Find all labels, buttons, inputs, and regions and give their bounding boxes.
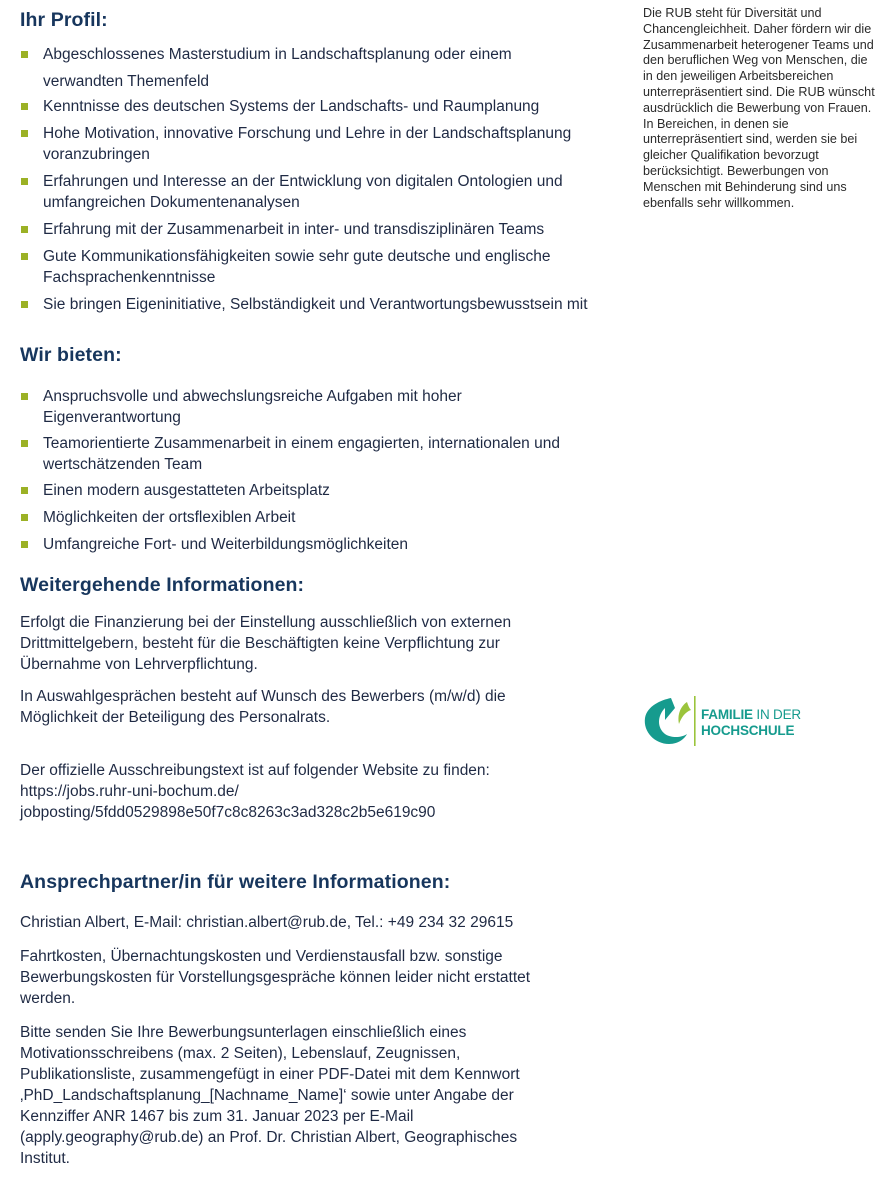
- list-item: Einen modern ausgestatteten Arbeitsplatz: [20, 480, 595, 501]
- bullet-icon: [21, 103, 28, 110]
- list-item: Gute Kommunikationsfähigkeiten sowie sehr gute deutsche und englische Fachsprachenkenntnisse: [20, 246, 595, 288]
- sidebar: [643, 6, 875, 211]
- list-item: Kenntnisse des deutschen Systems der Landschafts- und Raumplanung: [20, 96, 595, 117]
- official-text: Der offizielle Ausschreibungstext ist auf folgender Website zu finden: https://jobs.ruhr-uni-bochum.de/ jobposting/5fdd0529898e50f7c8c8263c3ad328c2b5e619c90: [20, 762, 490, 821]
- bullet-icon: [21, 130, 28, 137]
- list-item: Teamorientierte Zusammenarbeit in einem engagierten, internationalen und wertschätzenden Team: [20, 433, 595, 475]
- travel-costs-text: Fahrtkosten, Übernachtungskosten und Verdienstausfall bzw. sonstige Bewerbungskosten für Vorstellungsgespräche können leider nicht erstattet werden.: [20, 948, 531, 1007]
- application-text: Bitte senden Sie Ihre Bewerbungsunterlagen einschließlich eines Motivationsschreibens (max. 2 Seiten), Lebenslauf, Zeugnissen, Publikationsliste, zusammengefügt in einer PDF-Datei mit dem Kennwort ‚PhD_Landschaftsplanung_[Nachname_Name]‘ sowie unter Angabe der Kennziffer ANR 1467 bis zum 31. Januar 2023 per E-Mail (apply.geography@rub.de) an Prof. Dr. Christian Albert, Geographisches Institut.: [20, 1024, 520, 1167]
- list-item: Möglichkeiten der ortsflexiblen Arbeit: [20, 507, 595, 528]
- contact-section: [20, 869, 595, 1169]
- profile-section: [20, 7, 595, 315]
- bullet-icon: [21, 226, 28, 233]
- staff-council-text: In Auswahlgesprächen besteht auf Wunsch des Bewerbers (m/w/d) die Möglichkeit der Beteiligung des Personalrats.: [20, 688, 506, 726]
- bullet-icon: [21, 440, 28, 447]
- bullet-icon: [21, 393, 28, 400]
- contact-heading: Ansprechpartner/in für weitere Informationen:: [20, 871, 451, 893]
- info-heading: Weitergehende Informationen:: [20, 574, 305, 596]
- bullet-icon: [21, 51, 28, 58]
- bullet-icon: [21, 487, 28, 494]
- list-item: Umfangreiche Fort- und Weiterbildungsmöglichkeiten: [20, 534, 595, 555]
- diversity-statement: Die RUB steht für Diversität und Chancengleichheit. Daher fördern wir die Zusammenarbeit heterogener Teams und den beruflichen Weg von Menschen, die in den jeweiligen Arbeitsbereichen unterrepräsentiert sind. Die RUB wünscht ausdrücklich die Bewerbung von Frauen. In Bereichen, in denen sie unterrepräsentiert sind, werden sie bei gleicher Qualifikation bevorzugt berücksichtigt. Bewerbungen von Menschen mit Behinderung sind uns ebenfalls sehr willkommen.: [643, 6, 875, 210]
- info-section: [20, 572, 595, 823]
- bullet-icon: [21, 541, 28, 548]
- list-item: Abgeschlossenes Masterstudium in Landschaftsplanung oder einem verwandten Themenfeld: [20, 41, 595, 95]
- list-item: Erfahrung mit der Zusammenarbeit in inter- und transdisziplinären Teams: [20, 219, 595, 240]
- offer-section: [20, 342, 595, 555]
- bullet-icon: [21, 253, 28, 260]
- offer-list: [20, 386, 595, 555]
- offer-heading: Wir bieten:: [20, 344, 122, 366]
- profile-list: [20, 41, 595, 315]
- list-item: Hohe Motivation, innovative Forschung und Lehre in der Landschaftsplanung voranzubringen: [20, 123, 595, 165]
- list-item: Anspruchsvolle und abwechslungsreiche Aufgaben mit hoher Eigenverantwortung: [20, 386, 595, 428]
- family-logo-icon: [641, 694, 697, 750]
- contact-details: Christian Albert, E-Mail: christian.albert@rub.de, Tel.: +49 234 32 29615: [20, 914, 514, 931]
- bullet-icon: [21, 178, 28, 185]
- bullet-icon: [21, 514, 28, 521]
- list-item: Erfahrungen und Interesse an der Entwicklung von digitalen Ontologien und umfangreichen Dokumentenanalysen: [20, 171, 595, 213]
- family-university-logo: [641, 694, 801, 750]
- profile-heading: Ihr Profil:: [20, 9, 108, 31]
- posting-link-path[interactable]: jobposting/5fdd0529898e50f7c8c8263c3ad328c2b5e619c90: [20, 804, 436, 821]
- bullet-icon: [21, 301, 28, 308]
- posting-link[interactable]: https://jobs.ruhr-uni-bochum.de/: [20, 783, 239, 800]
- list-item: Sie bringen Eigeninitiative, Selbständigkeit und Verantwortungsbewusstsein mit: [20, 294, 595, 315]
- funding-text: Erfolgt die Finanzierung bei der Einstellung ausschließlich von externen Drittmittelgebern, besteht für die Beschäftigten keine Verpflichtung zur Übernahme von Lehrverpflichtung.: [20, 614, 512, 673]
- logo-text: FAMILIE IN DER HOCHSCHULE: [701, 707, 801, 738]
